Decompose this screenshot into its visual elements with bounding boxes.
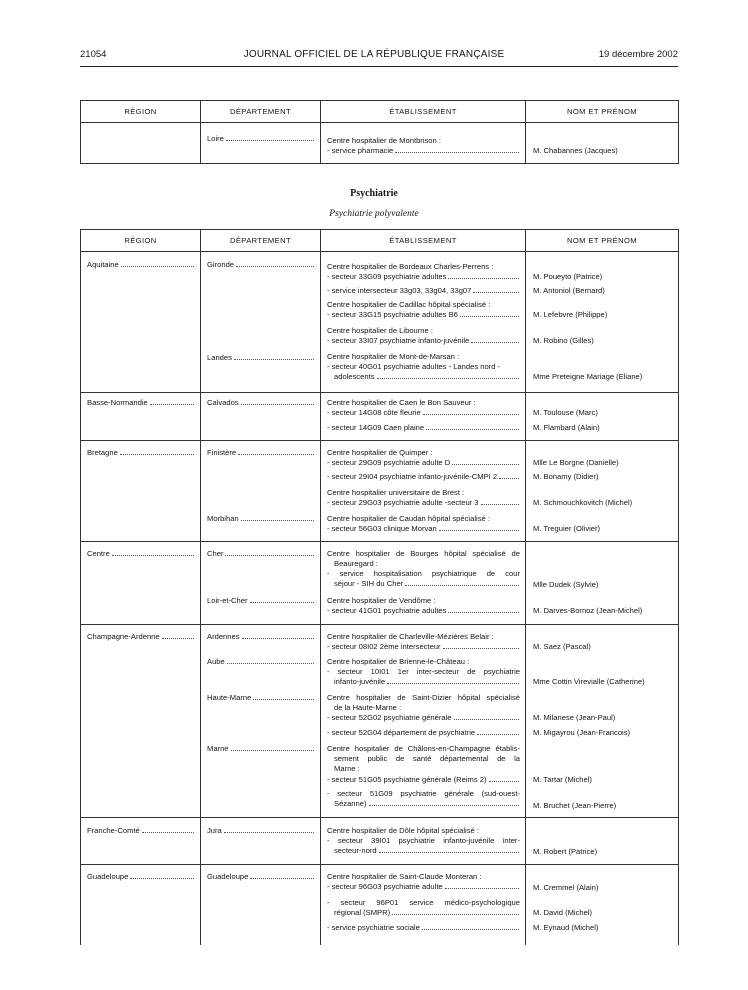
etablissement-line: - secteur 14G08 côte fleurie bbox=[327, 408, 421, 417]
person-name: M. Flambard (Alain) bbox=[533, 423, 600, 432]
etablissement-line: régional (SMPR) bbox=[334, 908, 391, 917]
etablissement-line: - secteur 51G09 psychiatrie générale (sud-ouest- bbox=[327, 789, 520, 798]
etablissement-line: - secteur 56G03 clinique Morvan bbox=[327, 524, 437, 533]
person-name: M. Saez (Pascal) bbox=[533, 642, 591, 651]
region-cell bbox=[81, 252, 201, 393]
etablissement-line: Marne : bbox=[334, 764, 360, 773]
etablissement-line: sement public de santé départemental de la bbox=[334, 754, 520, 763]
etablissement-line: - secteur 14G09 Caen plaine bbox=[327, 423, 425, 432]
etablissement-line: - service hospitalisation psychiatrique de cour bbox=[327, 569, 520, 578]
etablissement-line: Sézanne) bbox=[334, 799, 367, 808]
table-row bbox=[81, 123, 679, 164]
etablissement-line: - secteur 96G03 psychiatrie adulte bbox=[327, 882, 443, 891]
region-cell bbox=[81, 818, 201, 865]
departement-cell bbox=[201, 818, 321, 865]
nom-cell bbox=[526, 123, 679, 164]
etablissement-line: - secteur 33I07 psychiatrie infanto-juvénile bbox=[327, 336, 470, 345]
etablissement-line: Centre hospitalier de Vendôme : bbox=[327, 596, 436, 605]
etablissement-line: - service intersecteur 33g03, 33g04, 33g07 bbox=[327, 286, 472, 295]
etablissement-line: Centre hospitalier de Dôle hôpital spécialisé : bbox=[327, 826, 479, 835]
etablissement-cell bbox=[321, 625, 526, 818]
person-name: M. Cremmel (Alain) bbox=[533, 883, 599, 892]
person-name: M. Antoniol (Bernard) bbox=[533, 286, 605, 295]
departement-label: Aube bbox=[207, 657, 225, 666]
col-header-departement: DÉPARTEMENT bbox=[201, 101, 321, 123]
departement-label: Loire bbox=[207, 134, 224, 143]
section-subtitle: Psychiatrie polyvalente bbox=[329, 209, 419, 219]
etablissement-line: Centre hospitalier de Mont-de-Marsan : bbox=[327, 352, 460, 361]
etablissement-cell bbox=[321, 123, 526, 164]
etablissement-line: - secteur 33G15 psychiatrie adultes B6 bbox=[327, 310, 458, 319]
region-label: Guadeloupe bbox=[87, 872, 129, 881]
etablissement-line: Centre hospitalier universitaire de Brest : bbox=[327, 488, 465, 497]
region-label: Centre bbox=[87, 549, 110, 558]
etablissement-cell bbox=[321, 542, 526, 625]
col-header-region: RÉGION bbox=[81, 230, 201, 252]
etablissement-line: Centre hospitalier de Quimper : bbox=[327, 448, 433, 457]
nom-cell bbox=[526, 625, 679, 818]
person-name: M. Poueyto (Patrice) bbox=[533, 272, 603, 281]
departement-cell bbox=[201, 393, 321, 441]
departement-cell bbox=[201, 252, 321, 393]
table-row bbox=[81, 625, 679, 818]
person-name: M. Migayrou (Jean-Francois) bbox=[533, 728, 631, 737]
col-header-etablissement: ÉTABLISSEMENT bbox=[321, 101, 526, 123]
region-cell bbox=[81, 393, 201, 441]
region-label: Basse-Normandie bbox=[87, 398, 148, 407]
nom-cell bbox=[526, 252, 679, 393]
departement-label: Cher bbox=[207, 549, 224, 558]
person-name: M. Milanese (Jean-Paul) bbox=[533, 713, 616, 722]
person-name: M. Darves-Bornoz (Jean-Michel) bbox=[533, 606, 643, 615]
region-label: Bretagne bbox=[87, 448, 118, 457]
etablissement-line: Centre hospitalier de Caen le Bon Sauveur : bbox=[327, 398, 476, 407]
etablissement-line: adolescents bbox=[334, 372, 375, 381]
person-name: M. Lefebvre (Philippe) bbox=[533, 310, 608, 319]
etablissement-line: Centre hospitalier de Montbrison : bbox=[327, 136, 441, 145]
person-name: M. David (Michel) bbox=[533, 908, 593, 917]
etablissement-line: secteur-nord bbox=[334, 846, 377, 855]
departement-label: Gironde bbox=[207, 260, 235, 269]
region-label: Champagne-Ardenne bbox=[87, 632, 160, 641]
etablissement-cell bbox=[321, 865, 526, 945]
etablissement-cell bbox=[321, 393, 526, 441]
etablissement-line: - secteur 39I01 psychiatrie infanto-juvénile inter- bbox=[327, 836, 520, 845]
departement-label: Haute-Marne bbox=[207, 693, 252, 702]
departement-label: Guadeloupe bbox=[207, 872, 249, 881]
nom-cell bbox=[526, 441, 679, 542]
departement-cell bbox=[201, 625, 321, 818]
region-cell bbox=[81, 123, 201, 164]
table-row bbox=[81, 393, 679, 441]
person-name: M. Chabannes (Jacques) bbox=[533, 146, 618, 155]
person-name: Mlle Dudek (Sylvie) bbox=[533, 580, 599, 589]
etablissement-line: Centre hospitalier de Brienne-le-Château : bbox=[327, 657, 470, 666]
person-name: Mme Cottin Virevialle (Catherine) bbox=[533, 677, 645, 686]
departement-label: Loir-et-Cher bbox=[207, 596, 248, 605]
etablissement-line: Centre hospitalier de Bourges hôpital spécialisé de bbox=[327, 549, 520, 558]
person-name: M. Toulouse (Marc) bbox=[533, 408, 598, 417]
nom-cell bbox=[526, 865, 679, 945]
table-row bbox=[81, 252, 679, 393]
departement-cell bbox=[201, 542, 321, 625]
region-cell bbox=[81, 625, 201, 818]
etablissement-cell bbox=[321, 818, 526, 865]
table-pharmacie bbox=[80, 100, 679, 164]
col-header-departement: DÉPARTEMENT bbox=[201, 230, 321, 252]
person-name: M. Bruchet (Jean-Pierre) bbox=[533, 801, 617, 810]
etablissement-line: - secteur 52G04 département de psychiatrie bbox=[327, 728, 476, 737]
departement-cell bbox=[201, 865, 321, 945]
person-name: M. Robert (Patrice) bbox=[533, 847, 598, 856]
region-cell bbox=[81, 441, 201, 542]
etablissement-line: Centre hospitalier de Cadillac hôpital spécialisé : bbox=[327, 300, 491, 309]
person-name: Mme Preteigne Mariage (Eliane) bbox=[533, 372, 643, 381]
table-row bbox=[81, 441, 679, 542]
issue-date: 19 décembre 2002 bbox=[598, 49, 678, 60]
etablissement-line: - secteur 29G03 psychiatrie adulte -secteur 3 bbox=[327, 498, 479, 507]
departement-label: Morbihan bbox=[207, 514, 239, 523]
table-row bbox=[81, 542, 679, 625]
person-name: Mlle Le Borgne (Danielle) bbox=[533, 458, 619, 467]
col-header-region: RÉGION bbox=[81, 101, 201, 123]
etablissement-line: Centre hospitalier de Libourne : bbox=[327, 326, 433, 335]
etablissement-line: - secteur 51G05 psychiatrie générale (Reims 2) bbox=[327, 775, 487, 784]
etablissement-line: - secteur 40G01 psychiatrie adultes - Landes nord - bbox=[327, 362, 501, 371]
departement-cell bbox=[201, 441, 321, 542]
etablissement-line: - secteur 29G09 psychiatrie adulte D bbox=[327, 458, 451, 467]
region-cell bbox=[81, 865, 201, 945]
person-name: M. Treguier (Olivier) bbox=[533, 524, 601, 533]
departement-label: Landes bbox=[207, 353, 232, 362]
etablissement-line: Beauregard : bbox=[334, 559, 378, 568]
etablissement-line: Centre hospitalier de Saint-Dizier hôpital spécialisé bbox=[327, 693, 520, 702]
departement-label: Jura bbox=[207, 826, 222, 835]
nom-cell bbox=[526, 818, 679, 865]
etablissement-line: Centre hospitalier de Charleville-Mézières Belair : bbox=[327, 632, 494, 641]
col-header-nom: NOM ET PRÉNOM bbox=[526, 101, 679, 123]
etablissement-line: - secteur 10I01 1er inter-secteur de psychiatrie bbox=[327, 667, 520, 676]
page-number: 21054 bbox=[80, 49, 107, 60]
etablissement-cell bbox=[321, 252, 526, 393]
departement-label: Finistère bbox=[207, 448, 237, 457]
header-rule bbox=[80, 66, 678, 67]
nom-cell bbox=[526, 393, 679, 441]
col-header-nom: NOM ET PRÉNOM bbox=[526, 230, 679, 252]
departement-cell bbox=[201, 123, 321, 164]
etablissement-line: Centre hospitalier de Saint-Claude Monteran : bbox=[327, 872, 482, 881]
departement-label: Calvados bbox=[207, 398, 239, 407]
person-name: M. Robino (Gilles) bbox=[533, 336, 594, 345]
table-row bbox=[81, 865, 679, 945]
col-header-etablissement: ÉTABLISSEMENT bbox=[321, 230, 526, 252]
etablissement-line: Centre hospitalier de Châlons-en-Champagne établis- bbox=[327, 744, 520, 753]
region-cell bbox=[81, 542, 201, 625]
etablissement-line: infanto-juvénile bbox=[334, 677, 386, 686]
etablissement-line: - secteur 33G09 psychiatrie adultes bbox=[327, 272, 447, 281]
person-name: M. Schmouchkovitch (Michel) bbox=[533, 498, 633, 507]
person-name: M. Eynaud (Michel) bbox=[533, 923, 599, 932]
etablissement-line: séjour - SIH du Cher bbox=[334, 579, 404, 588]
etablissement-line: - service psychiatrie sociale bbox=[327, 923, 420, 932]
region-label: Franche-Comté bbox=[87, 826, 140, 835]
person-name: M. Tartar (Michel) bbox=[533, 775, 592, 784]
etablissement-line: - service pharmacie bbox=[327, 146, 394, 155]
etablissement-line: de la Haute-Marne : bbox=[334, 703, 402, 712]
departement-label: Ardennes bbox=[207, 632, 240, 641]
table-psychiatrie bbox=[80, 229, 679, 945]
etablissement-line: Centre hospitalier de Caudan hôpital spécialisé : bbox=[327, 514, 490, 523]
etablissement-line: - secteur 29I04 psychiatrie infanto-juvénile-CMPI 2 bbox=[327, 472, 498, 481]
etablissement-line: - secteur 08I02 2ème intersecteur bbox=[327, 642, 441, 651]
etablissement-line: - secteur 52G02 psychiatrie générale bbox=[327, 713, 452, 722]
table-row bbox=[81, 818, 679, 865]
etablissement-line: - secteur 41G01 psychiatrie adultes bbox=[327, 606, 447, 615]
person-name: M. Bonamy (Didier) bbox=[533, 472, 599, 481]
region-label: Aquitaine bbox=[87, 260, 119, 269]
nom-cell bbox=[526, 542, 679, 625]
journal-title: JOURNAL OFFICIEL DE LA RÉPUBLIQUE FRANÇAISE bbox=[243, 49, 505, 60]
etablissement-line: - secteur 96P01 service médico-psychologique bbox=[327, 898, 520, 907]
etablissement-line: Centre hospitalier de Bordeaux Charles-Perrens : bbox=[327, 262, 494, 271]
etablissement-cell bbox=[321, 441, 526, 542]
departement-label: Marne bbox=[207, 744, 229, 753]
section-title: Psychiatrie bbox=[350, 188, 398, 199]
